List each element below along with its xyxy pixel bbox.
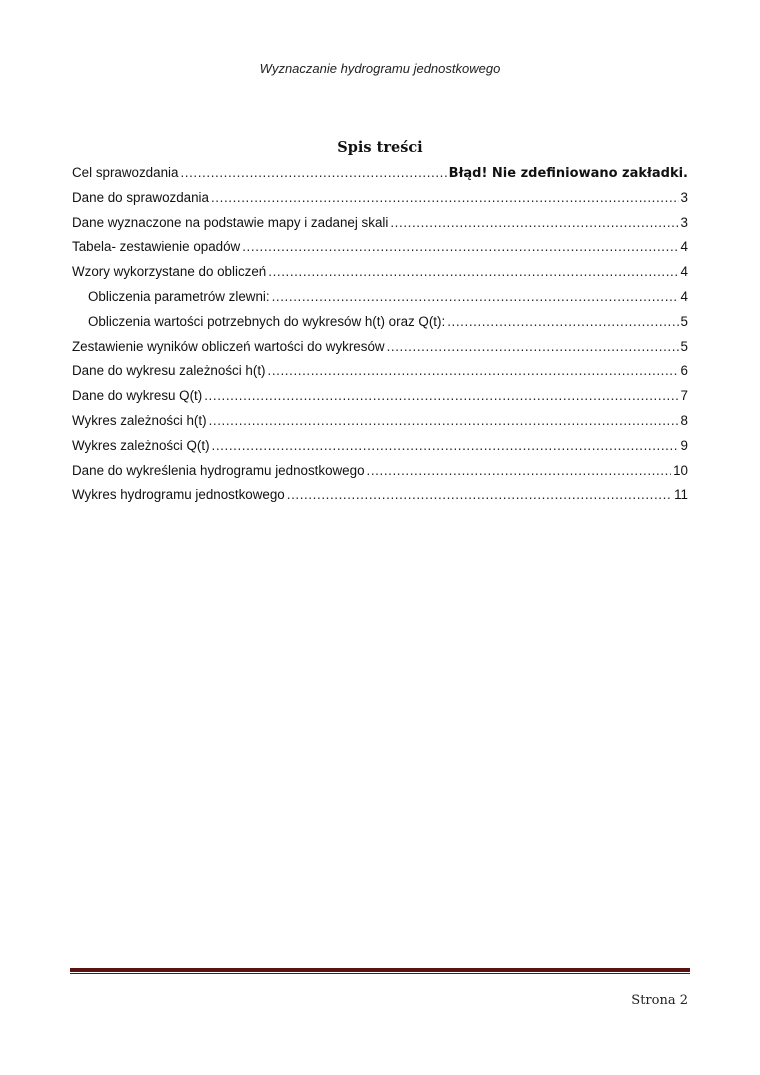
toc-dot-leader — [180, 161, 446, 186]
toc-dot-leader — [387, 335, 679, 360]
toc-entry[interactable] — [72, 459, 688, 484]
toc-dot-leader — [447, 310, 678, 335]
toc-dot-leader — [287, 483, 672, 508]
toc-entry-label: Wykres zależności h(t) — [72, 412, 207, 428]
toc-entry[interactable] — [72, 384, 688, 409]
toc-entry-page: 9 — [680, 437, 688, 453]
toc-entry[interactable] — [72, 409, 688, 434]
toc-entry-label: Dane do sprawozdania — [72, 189, 209, 205]
toc-dot-leader — [272, 285, 679, 310]
toc-subentry[interactable] — [72, 285, 688, 310]
toc-entry[interactable] — [72, 434, 688, 459]
toc-entry-label: Dane wyznaczone na podstawie mapy i zadanej skali — [72, 214, 389, 230]
toc-subentry[interactable] — [72, 310, 688, 335]
running-header: Wyznaczanie hydrogramu jednostkowego — [259, 61, 501, 76]
toc-entry-page: 4 — [680, 239, 688, 255]
toc-entry[interactable] — [72, 335, 688, 360]
toc-entry-label: Dane do wykreślenia hydrogramu jednostkowego — [72, 462, 365, 478]
toc-entry-label: Obliczenia wartości potrzebnych do wykresów h(t) oraz Q(t): — [88, 313, 446, 329]
toc-dot-leader — [212, 434, 679, 459]
toc-entry-label: Wykres zależności Q(t) — [72, 437, 210, 453]
footer-rule — [70, 968, 690, 972]
toc-dot-leader — [211, 186, 679, 211]
toc-entry-label: Cel sprawozdania — [72, 165, 179, 180]
toc-entry-page: 5 — [680, 313, 688, 329]
toc-entry-label: Dane do wykresu Q(t) — [72, 388, 203, 404]
toc-entry-page: 4 — [680, 264, 688, 280]
toc-entry-page: 3 — [680, 189, 688, 205]
toc-entry-page: 4 — [680, 288, 688, 304]
toc-entry-label: Wzory wykorzystane do obliczeń — [72, 264, 267, 280]
toc-entry-page: Błąd! Nie zdefiniowano zakładki. — [448, 166, 688, 181]
toc-entry[interactable] — [72, 359, 688, 384]
table-of-contents — [72, 161, 688, 508]
toc-entry[interactable] — [72, 186, 688, 211]
toc-entry-label: Obliczenia parametrów zlewni: — [88, 288, 270, 304]
footer-rule-thin — [70, 973, 690, 974]
toc-entry-page: 5 — [680, 338, 688, 354]
toc-dot-leader — [242, 235, 678, 260]
toc-entry-page: 6 — [680, 363, 688, 379]
toc-entry-label: Wykres hydrogramu jednostkowego — [72, 487, 285, 503]
toc-entry-page: 7 — [680, 388, 688, 404]
toc-entry[interactable] — [72, 260, 688, 285]
toc-entry-page: 11 — [674, 487, 688, 503]
toc-entry-label: Dane do wykresu zależności h(t) — [72, 363, 266, 379]
toc-entry-page: 10 — [673, 462, 688, 478]
toc-entry[interactable] — [72, 211, 688, 236]
toc-dot-leader — [367, 459, 672, 484]
toc-title: Spis treści — [337, 139, 423, 156]
toc-entry-page: 8 — [680, 412, 688, 428]
toc-entry[interactable] — [72, 161, 688, 186]
toc-dot-leader — [268, 260, 678, 285]
toc-entry-page: 3 — [680, 214, 688, 230]
toc-entry[interactable] — [72, 483, 688, 508]
toc-dot-leader — [268, 359, 679, 384]
toc-dot-leader — [390, 211, 678, 236]
toc-entry[interactable] — [72, 235, 688, 260]
toc-entry-label: Zestawienie wyników obliczeń wartości do wykresów — [72, 338, 385, 354]
toc-dot-leader — [209, 409, 679, 434]
toc-dot-leader — [204, 384, 678, 409]
page-number: Strona 2 — [631, 993, 688, 1008]
toc-entry-label: Tabela- zestawienie opadów — [72, 239, 241, 255]
